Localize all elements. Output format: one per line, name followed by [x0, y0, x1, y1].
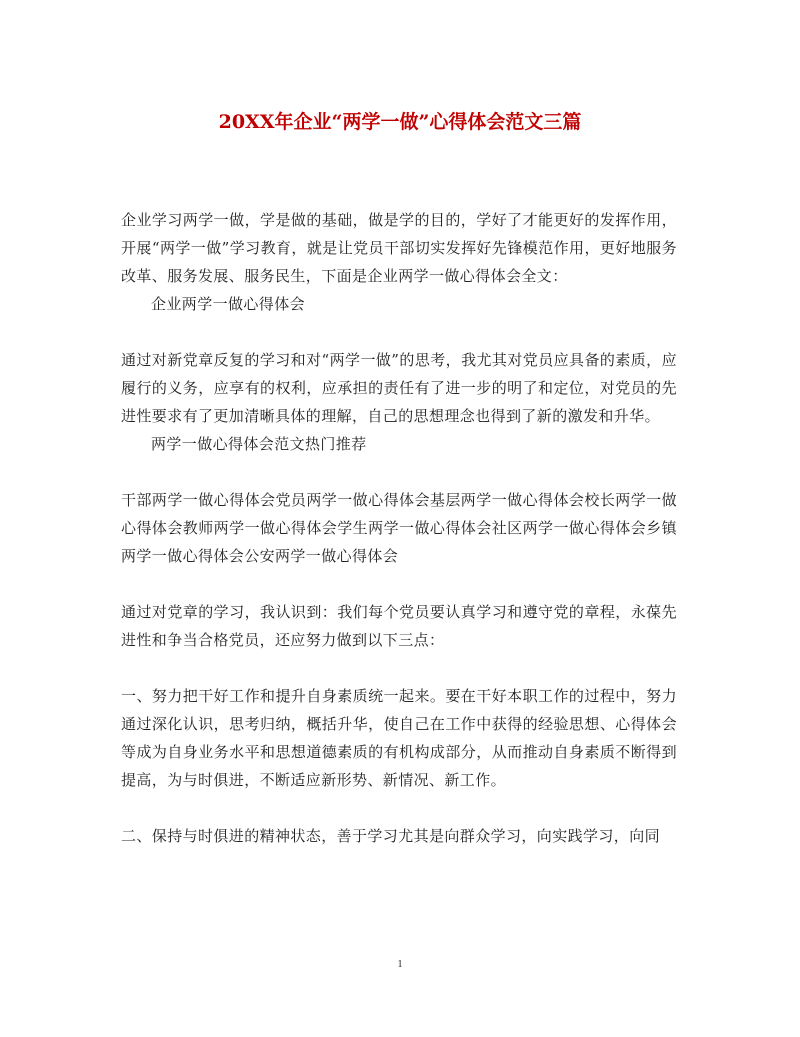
paragraph-spacer	[121, 458, 677, 486]
paragraph-spacer	[121, 794, 677, 822]
body-paragraph: 一、努力把干好工作和提升自身素质统一起来。要在干好本职工作的过程中，努力通过深化认识，思考归纳，概括升华，使自己在工作中获得的经验思想、心得体会等成为自身业务水平和思想道德素质的有机构成部分，从而推动自身素质不断得到提高，为与时俱进，不断适应新形势、新情况、新工作。	[121, 687, 677, 789]
recommendation-heading: 两学一做心得体会范文热门推荐	[151, 435, 367, 453]
page-number: 1	[397, 958, 403, 970]
body-paragraph: 通过对新党章反复的学习和对“两学一做”的思考，我尤其对党员应具备的素质，应履行的义务，应享有的权利，应承担的责任有了进一步的明了和定位，对党员的先进性要求有了更加清晰具体的理解，自己的思想理念也得到了新的激发和升华。	[121, 351, 677, 425]
paragraph-spacer	[121, 570, 677, 598]
recommendation-list: 干部两学一做心得体会党员两学一做心得体会基层两学一做心得体会校长两学一做心得体会教师两学一做心得体会学生两学一做心得体会社区两学一做心得体会乡镇两学一做心得体会公安两学一做心得体会	[121, 491, 677, 565]
section-heading: 企业两学一做心得体会	[151, 295, 306, 313]
paragraph-spacer	[121, 318, 677, 346]
paragraph-spacer	[121, 654, 677, 682]
intro-paragraph: 企业学习两学一做，学是做的基础，做是学的目的，学好了才能更好的发挥作用，开展“两学一做”学习教育，就是让党员干部切实发挥好先锋模范作用，更好地服务改革、服务发展、服务民生，下面是企业两学一做心得体会全文：	[121, 211, 677, 285]
document-body	[121, 206, 677, 850]
document-title: 20XX年企业“两学一做”心得体会范文三篇	[218, 111, 582, 133]
body-paragraph: 二、保持与时俱进的精神状态，善于学习尤其是向群众学习，向实践学习，向同	[121, 827, 661, 845]
body-paragraph: 通过对党章的学习，我认识到：我们每个党员要认真学习和遵守党的章程，永葆先进性和争当合格党员，还应努力做到以下三点：	[121, 603, 677, 649]
